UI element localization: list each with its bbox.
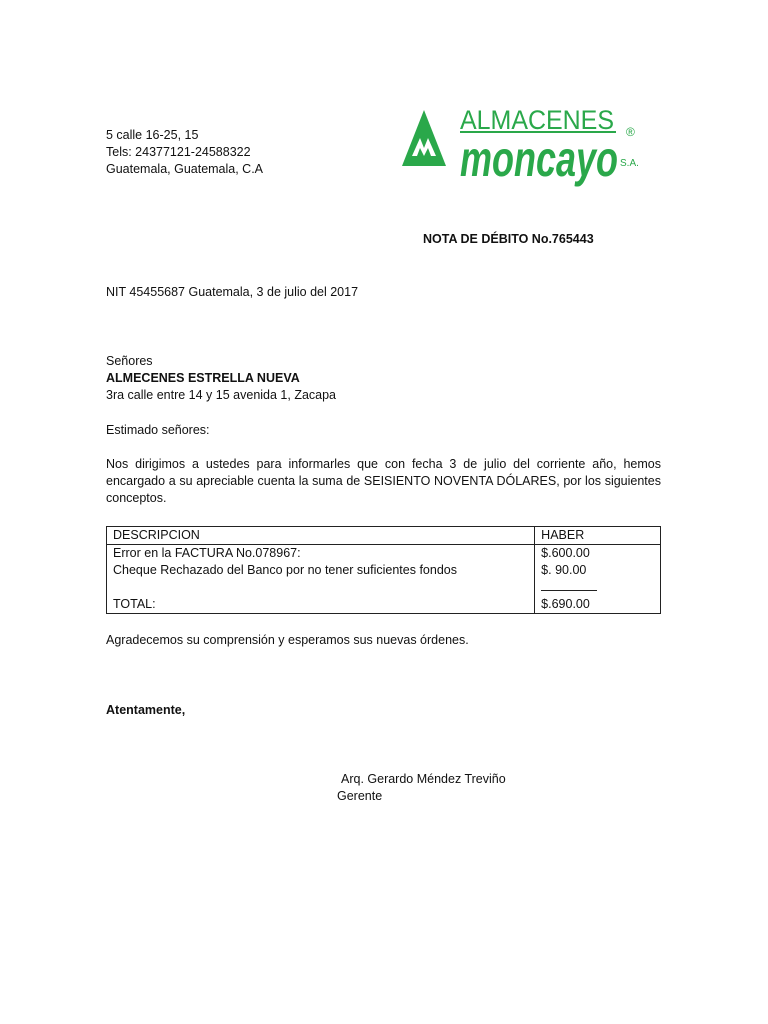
logo-text-almacenes: ALMACENES	[460, 105, 614, 135]
recipient-block	[106, 353, 336, 404]
sender-address	[106, 127, 263, 178]
closing: Atentamente,	[106, 703, 186, 717]
nit-and-date: NIT 45455687 Guatemala, 3 de julio del 2017	[106, 285, 359, 299]
recipient-salutation: Señores	[106, 354, 153, 368]
signer-title: Gerente	[337, 789, 383, 803]
company-logo	[398, 98, 648, 198]
total-amount: $.690.00	[541, 597, 590, 611]
thanks-paragraph: Agradecemos su comprensión y esperamos sus nuevas órdenes.	[106, 633, 469, 647]
sender-phones: Tels: 24377121-24588322	[106, 145, 251, 159]
logo-text-sa: S.A.	[620, 158, 639, 169]
greeting: Estimado señores:	[106, 423, 210, 437]
registered-mark: ®	[626, 125, 635, 139]
moncayo-logo-graphic	[398, 98, 648, 198]
signer-name: Arq. Gerardo Méndez Treviño	[341, 772, 506, 786]
sender-city: Guatemala, Guatemala, C.A	[106, 162, 264, 176]
sum-underline	[541, 590, 597, 591]
logo-text-moncayo: moncayo	[460, 131, 618, 187]
body-paragraph: Nos dirigimos a ustedes para informarles que con fecha 3 de julio del corriente año, hemos encargado a su apreciable cuenta la suma de SEISIENTO NOVENTA DÓLARES, por los siguientes conceptos.	[106, 457, 661, 505]
row-description: Cheque Rechazado del Banco por no tener suficientes fondos	[113, 563, 457, 577]
row-description: Error en la FACTURA No.078967:	[113, 546, 301, 560]
table-amounts-cell	[535, 545, 661, 614]
row-amount: $.600.00	[541, 546, 590, 560]
row-amount: $. 90.00	[541, 563, 587, 577]
recipient-company: ALMECENES ESTRELLA NUEVA	[106, 371, 300, 385]
table-header-row	[107, 527, 661, 545]
recipient-address: 3ra calle entre 14 y 15 avenida 1, Zacapa	[106, 388, 337, 402]
charges-table	[106, 526, 661, 614]
sender-street: 5 calle 16-25, 15	[106, 128, 199, 142]
total-label: TOTAL:	[113, 597, 156, 611]
mountain-icon	[402, 110, 446, 166]
table-descriptions-cell	[107, 545, 535, 614]
header-description: DESCRIPCION	[107, 527, 535, 545]
debit-note-title: NOTA DE DÉBITO No.765443	[423, 232, 594, 246]
table-row	[107, 545, 661, 614]
header-haber: HABER	[535, 527, 661, 545]
